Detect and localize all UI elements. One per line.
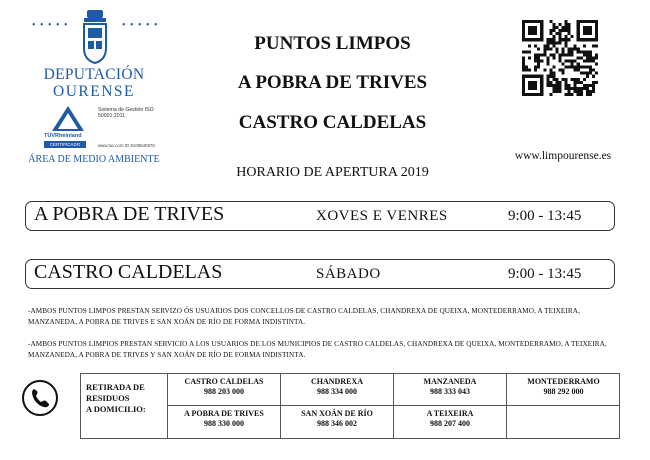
- contact-name: MANZANEDA: [423, 377, 477, 386]
- crest-icon: [81, 8, 109, 64]
- contact-cell: [281, 374, 394, 406]
- note-galician: -AMBOS PUNTOS LIMPOS PRESTAN SERVIZO ÓS USUARIOS DOS CONCELLOS DE CASTRO CALDELAS, CHANDREXA DE QUEIXA, MONTEDERRAMO, A TEIXEIRA, MANZANEDA, A POBRA DE TRIVES E SAN XOÁN DE RÍO DE FORMA INDISTINTA.: [28, 307, 580, 326]
- pickup-label-line3: A DOMICILIO:: [86, 404, 146, 414]
- contact-name: CASTRO CALDELAS: [184, 377, 264, 386]
- cert-text: Sistema de Gestión ISO 50001:2011: [98, 107, 154, 119]
- org-name-line2: OURENSE: [53, 83, 135, 100]
- pickup-label-line1: RETIRADA DE: [86, 382, 145, 392]
- schedule-hours: 9:00 - 13:45: [508, 266, 582, 282]
- org-name-line1: DEPUTACIÓN: [43, 66, 145, 83]
- contact-cell: [394, 406, 507, 438]
- note-spanish: -AMBOS PUNTOS LIMPIOS PRESTAN SERVICIO A LOS USUARIOS DE LOS MUNICIPIOS DE CASTRO CALDELAS, CHANDREXA DE QUEIXA, MONTEDERRAMO, A TEIXEIRA, MANZANEDA, A POBRA DE TRIVES Y SAN XOÁN DE RÍO DE FORMA INDISTINTA.: [28, 340, 607, 359]
- schedule-place: A POBRA DE TRIVES: [34, 203, 225, 225]
- schedule-place: CASTRO CALDELAS: [34, 261, 223, 283]
- schedule-heading: HORARIO DE APERTURA 2019: [236, 165, 429, 180]
- contact-name: A TEIXEIRA: [426, 409, 474, 418]
- contact-cell: [281, 406, 394, 438]
- contact-cell: [168, 374, 281, 406]
- cert-brand: TÜVRheinland: [44, 133, 82, 139]
- contact-name: A POBRA DE TRIVES: [184, 409, 264, 418]
- pickup-table: [80, 373, 620, 439]
- cert-small-text: www.tuv.com ID 9108640976: [98, 143, 155, 148]
- schedule-days: SÁBADO: [316, 266, 381, 282]
- contact-phone[interactable]: 988 330 000: [204, 419, 244, 428]
- pickup-label-line2: RESIDUOS: [86, 393, 130, 403]
- contact-phone[interactable]: 988 334 000: [317, 387, 357, 396]
- title-line2: A POBRA DE TRIVES: [237, 72, 428, 93]
- cert-badge: CERTIFICADO: [44, 141, 86, 148]
- schedule-days: XOVES E VENRES: [316, 208, 448, 224]
- contact-phone[interactable]: 988 333 043: [430, 387, 470, 396]
- schedule-row: [25, 259, 615, 289]
- qr-code-icon: [522, 20, 598, 96]
- tuv-certification-icon: [46, 104, 90, 134]
- contact-cell: [394, 374, 507, 406]
- pickup-label: [81, 374, 168, 438]
- phone-icon: [22, 380, 58, 416]
- contact-phone[interactable]: 988 292 000: [543, 387, 584, 396]
- contact-phone[interactable]: 988 346 002: [317, 419, 357, 428]
- schedule-row: [25, 201, 615, 231]
- contact-phone[interactable]: 988 203 000: [204, 387, 244, 396]
- contact-name: MONTEDERRAMO: [527, 377, 600, 386]
- contact-phone[interactable]: 988 207 400: [430, 419, 470, 428]
- deputacion-logo: [24, 8, 164, 168]
- contact-name: CHANDREXA: [311, 377, 363, 386]
- contact-cell: [168, 406, 281, 438]
- title-line3: CASTRO CALDELAS: [238, 112, 427, 133]
- contact-name: SAN XOÁN DE RÍO: [301, 409, 373, 418]
- title-line1: PUNTOS LIMPOS: [254, 33, 411, 54]
- schedule-hours: 9:00 - 13:45: [508, 208, 582, 224]
- contact-cell: [507, 374, 620, 406]
- website-link[interactable]: www.limpourense.es: [514, 150, 612, 162]
- contact-cell-empty: [507, 406, 620, 438]
- logo-dots-right: • • • • •: [122, 20, 159, 31]
- logo-dots-left: • • • • •: [32, 20, 69, 31]
- area-label: ÁREA DE MEDIO AMBIENTE: [28, 154, 160, 165]
